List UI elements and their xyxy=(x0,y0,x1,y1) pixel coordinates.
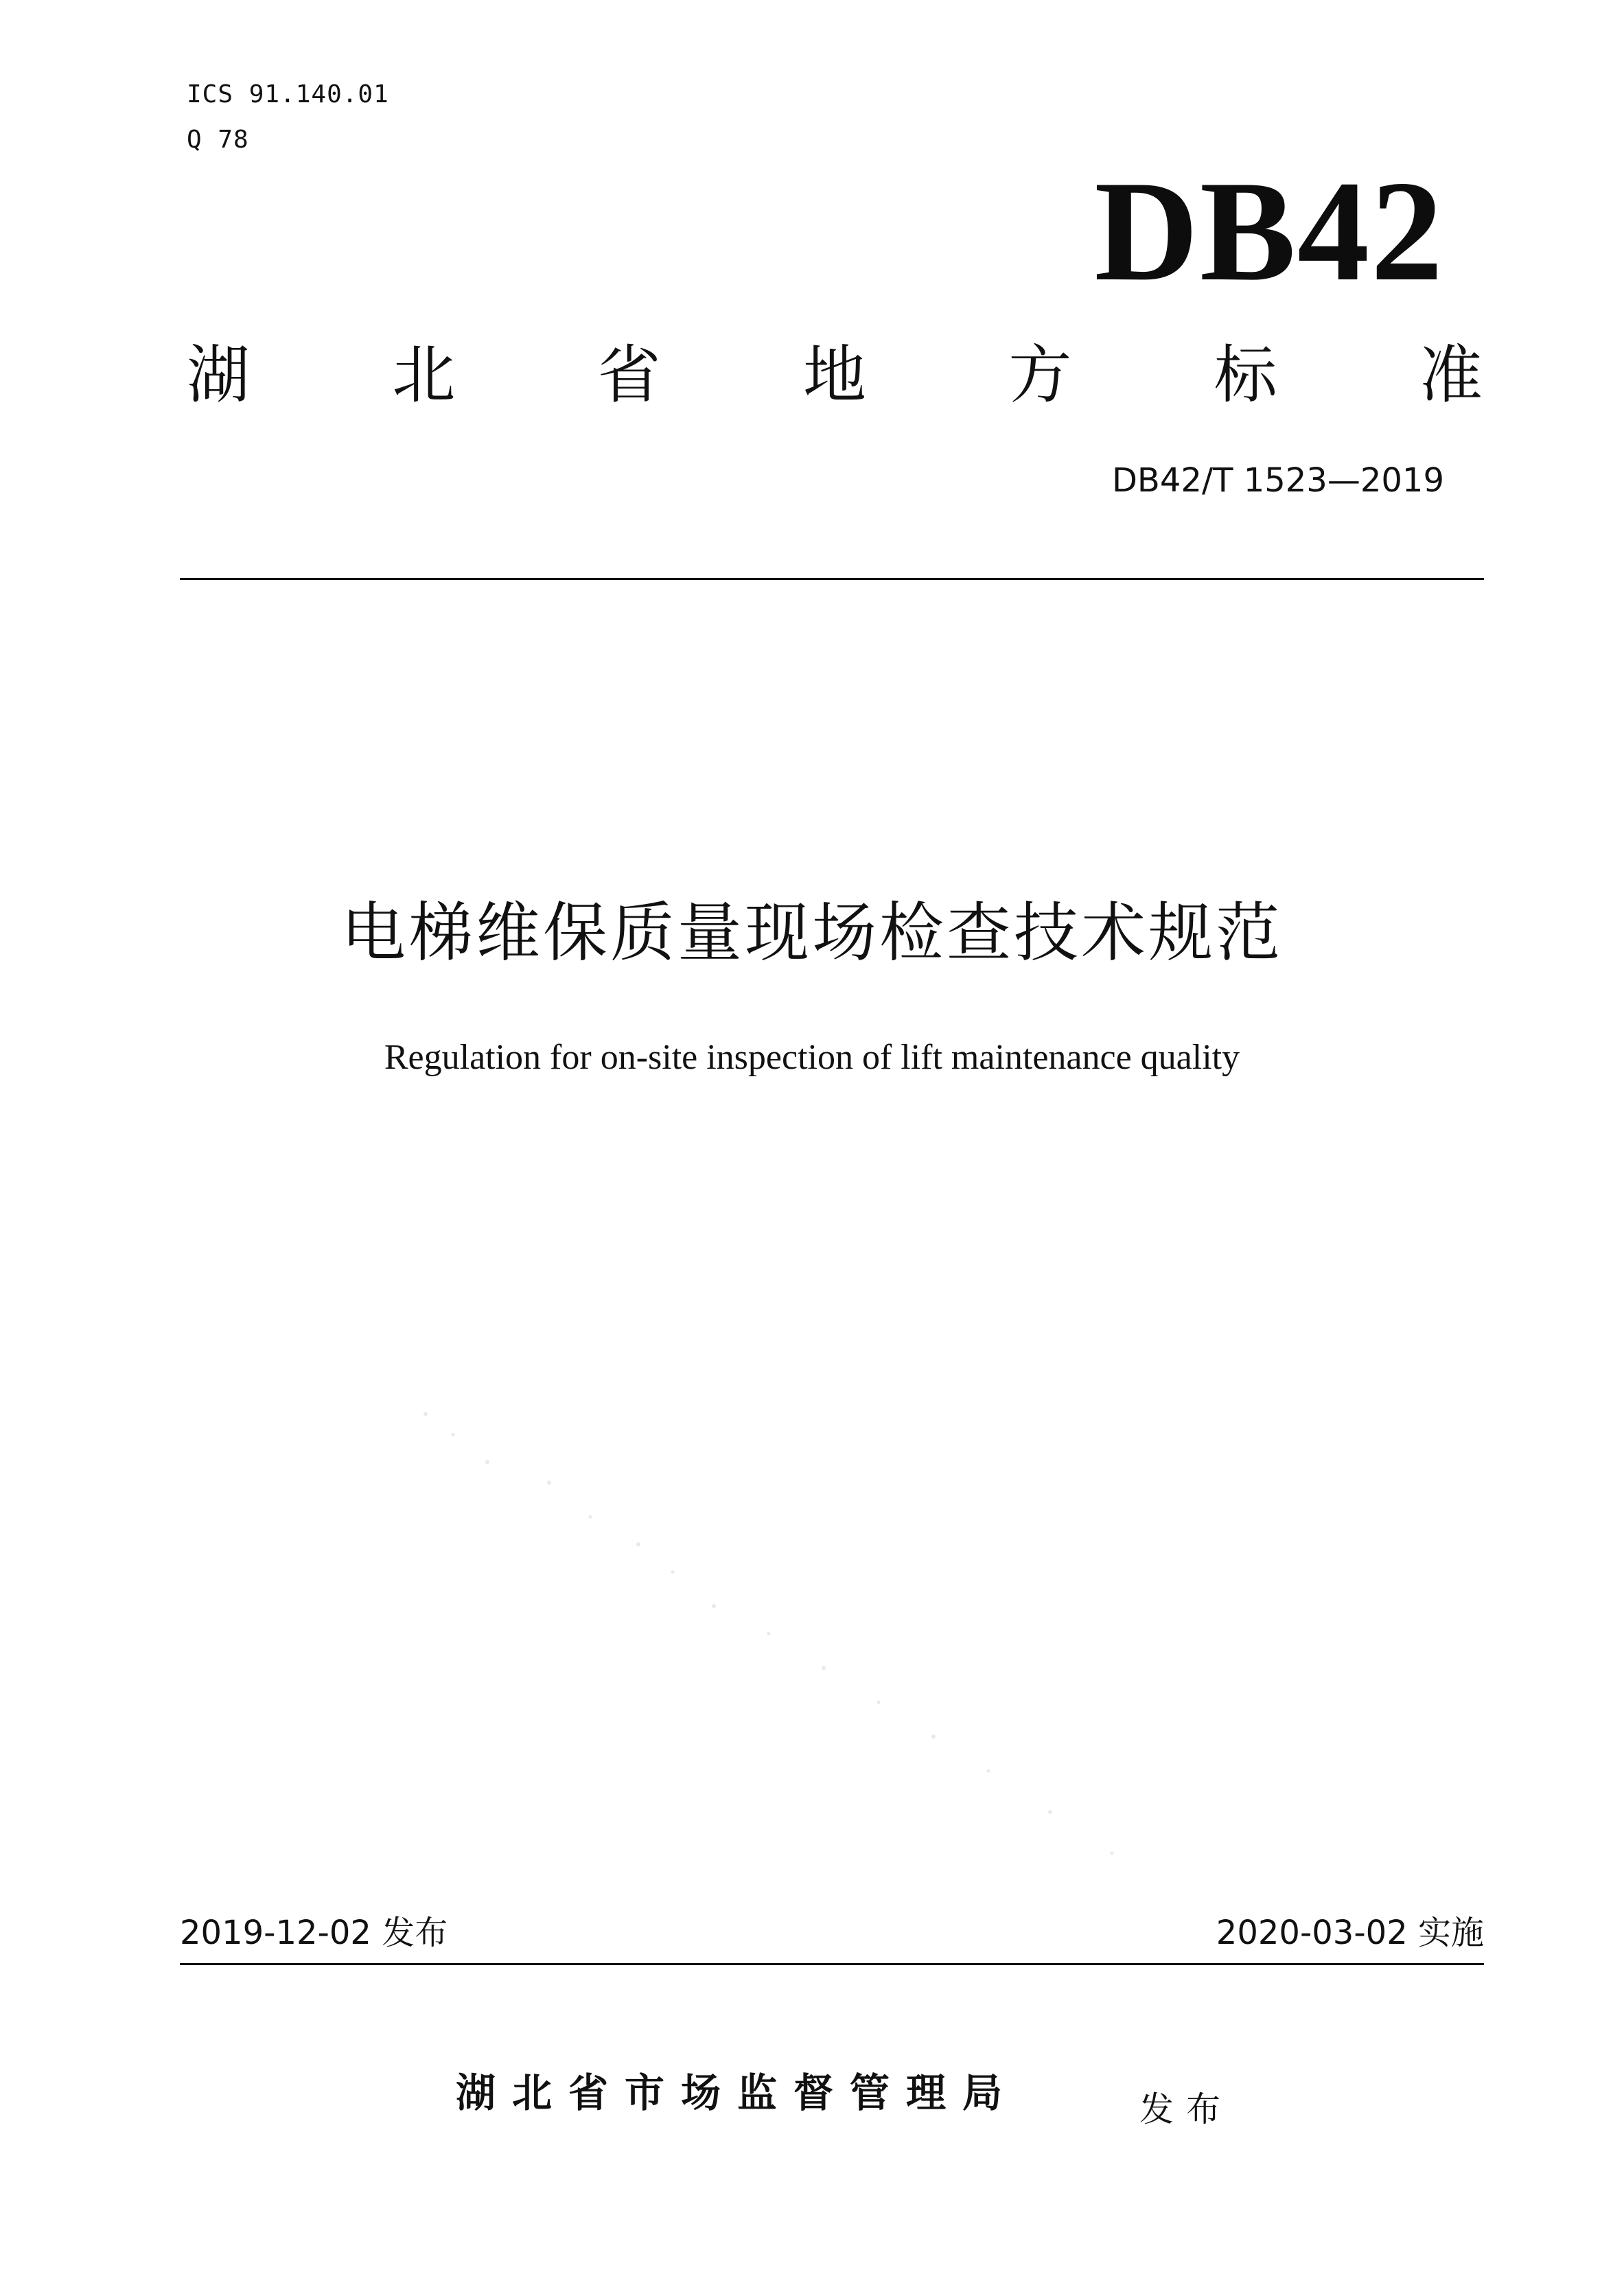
implementation-date: 2020-03-02 实施 xyxy=(1216,1914,1484,1952)
standard-number: DB42/T 1523—2019 xyxy=(1111,461,1444,500)
standard-type-char: 地 xyxy=(802,338,866,412)
standard-mark: DB42 xyxy=(1094,152,1444,311)
standard-type-char: 准 xyxy=(1419,338,1483,412)
standard-type-char: 标 xyxy=(1214,338,1277,412)
top-divider xyxy=(180,578,1484,580)
standard-type-char: 方 xyxy=(1008,338,1072,412)
publish-action: 发布 xyxy=(1139,2089,1233,2129)
standard-type-char: 省 xyxy=(597,338,661,412)
faint-watermark-dots xyxy=(412,1387,1263,1908)
standard-type-char: 北 xyxy=(392,338,456,412)
title-chinese: 电梯维保质量现场检查技术规范 xyxy=(340,896,1283,971)
title-english: Regulation for on-site inspection of lift maintenance quality xyxy=(384,1038,1240,1077)
standard-type-char: 湖 xyxy=(187,338,251,412)
ics-code: ICS 91.140.01 xyxy=(187,80,389,108)
ccs-code: Q 78 xyxy=(187,126,249,154)
publisher-name: 湖北省市场监督管理局 xyxy=(456,2069,1019,2116)
standard-type xyxy=(187,338,1483,413)
issue-date: 2019-12-02 发布 xyxy=(180,1914,448,1952)
bottom-divider xyxy=(180,1963,1484,1965)
